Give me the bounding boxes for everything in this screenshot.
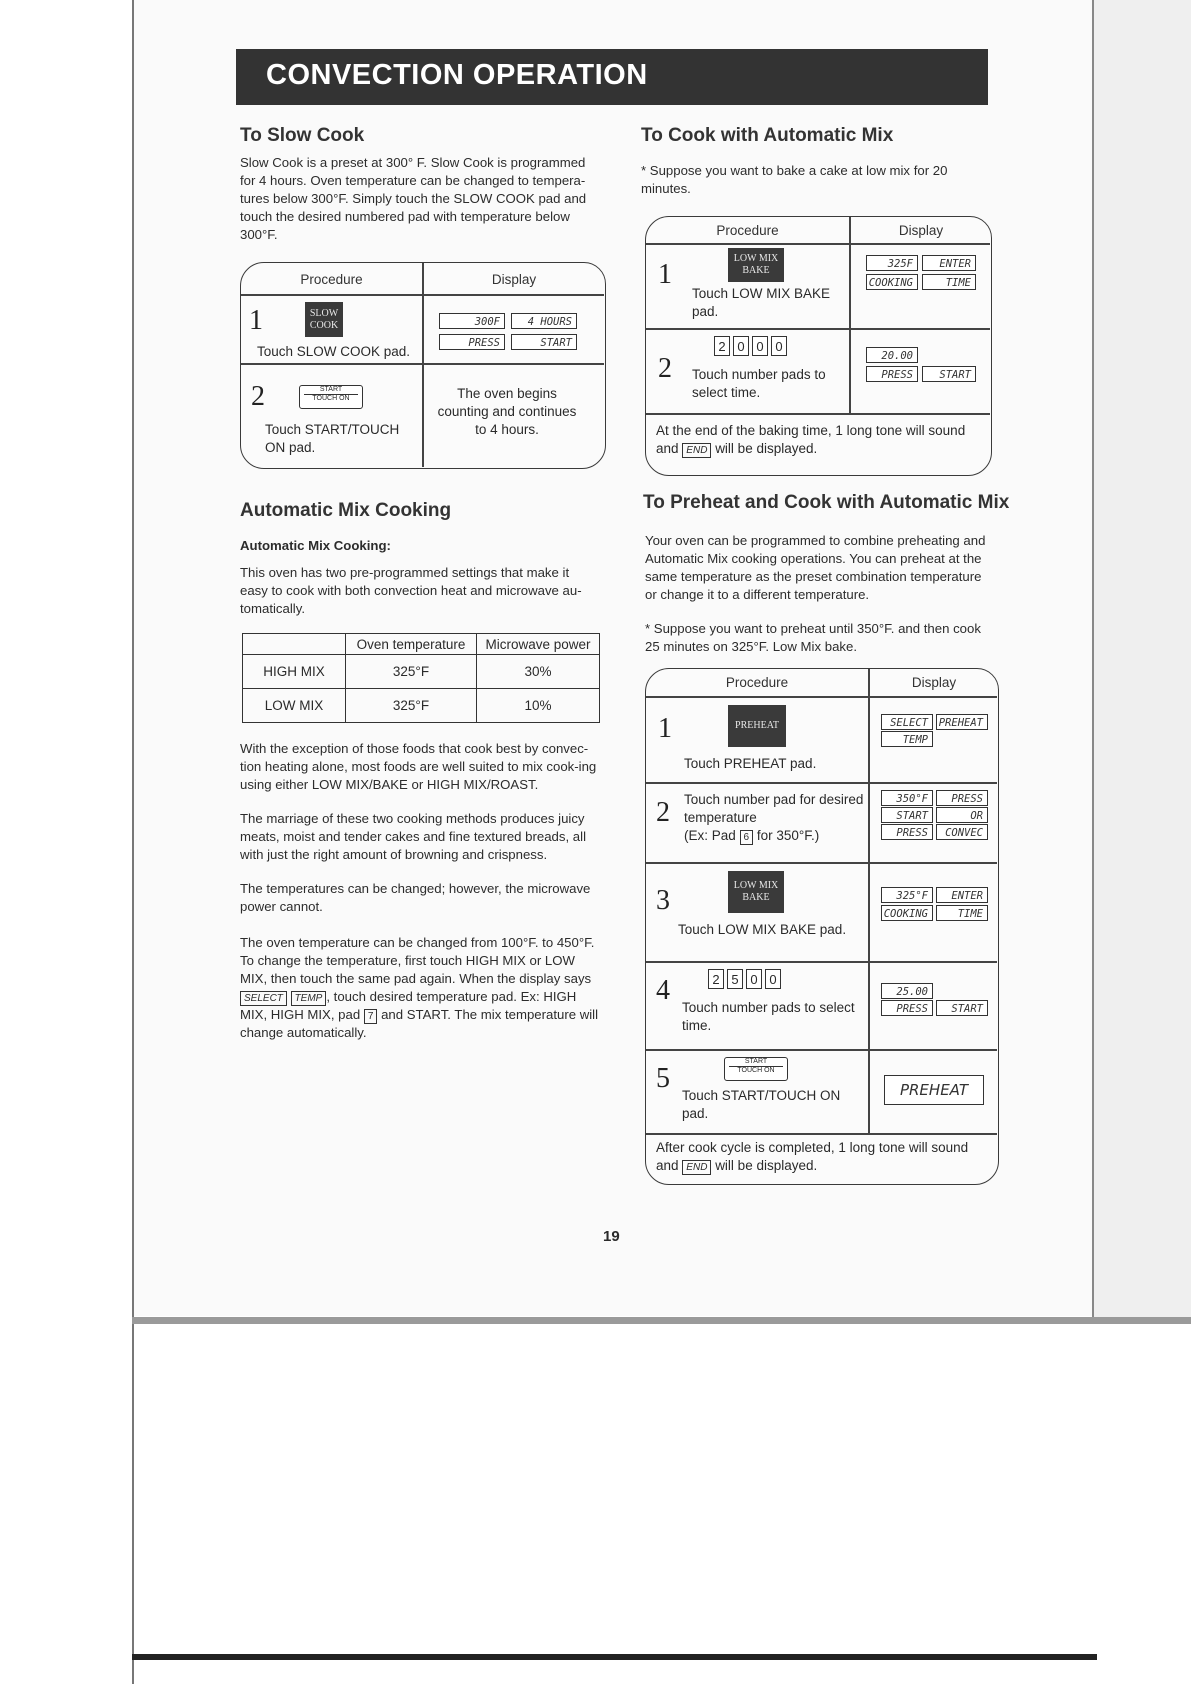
number-pad-icon: 2 (714, 336, 730, 356)
display-readout: PREHEAT (884, 1075, 984, 1105)
auto-mix-heading: Automatic Mix Cooking (240, 500, 452, 521)
display-readout: CONVEC (936, 824, 988, 840)
display-inline: TEMP (291, 991, 327, 1006)
number-pad-icon: 0 (733, 336, 749, 356)
slow-cook-text: Slow Cook is a preset at 300° F. Slow Cook is programmed for 4 hours. Oven temperature can be changed to tempera-tures below 300°F. Simply touch the SLOW COOK pad and touch the desired numbered pad with temperature below 300°F. (240, 155, 587, 242)
display-readout: PRESS (881, 1000, 933, 1016)
display-readout: 4 HOURS (511, 313, 577, 329)
number-pad-icon: 0 (752, 336, 768, 356)
preheat-pad-icon: PREHEAT (728, 705, 786, 747)
display-readout: 25.00 (881, 983, 933, 999)
cook-auto-mix-heading: To Cook with Automatic Mix (641, 125, 894, 146)
scan-left-margin (0, 0, 134, 1684)
display-readout: SELECT (881, 714, 933, 730)
table-header-cell: Microwave power (477, 634, 600, 655)
scan-right-margin (1092, 0, 1191, 1320)
display-readout: TIME (922, 274, 976, 290)
table-cell: 325°F (346, 655, 477, 689)
pad-inline: 6 (740, 830, 754, 845)
display-readout: COOKING (881, 905, 933, 921)
row-divider (646, 1133, 997, 1135)
low-mix-bake-pad-icon: LOW MIX BAKE (728, 871, 784, 913)
display-note: The oven begins counting and continues to 4 hours. (437, 386, 577, 437)
preheat-example: * Suppose you want to preheat until 350°F. and then cook 25 minutes on 325°F. Low Mix bake. (645, 621, 981, 654)
banner-title: CONVECTION OPERATION (266, 59, 648, 91)
row-divider (241, 363, 604, 365)
step-text: Touch LOW MIX BAKE pad. (678, 922, 847, 937)
display-readout: TIME (936, 905, 988, 921)
display-readout: PREHEAT (936, 714, 988, 730)
display-readout: 20.00 (866, 347, 918, 363)
step-number: 2 (658, 353, 672, 384)
cook-auto-mix-text: * Suppose you want to bake a cake at low mix for 20 minutes. (641, 163, 948, 196)
display-readout: START (936, 1000, 988, 1016)
auto-mix-subheading: Automatic Mix Cooking: (240, 538, 391, 553)
table-cell: 30% (477, 655, 600, 689)
auto-mix-para3: The temperatures can be changed; however, the microwave power cannot. (240, 881, 591, 914)
step-number: 4 (656, 975, 670, 1006)
page-number: 19 (603, 1228, 620, 1245)
display-readout: PRESS (881, 824, 933, 840)
step-text: Touch LOW MIX BAKE pad. (692, 286, 831, 319)
number-pad-icon: 0 (746, 969, 762, 989)
display-readout: 325F (866, 255, 918, 271)
step-text: Touch number pads to select time. (692, 367, 826, 400)
display-inline: END (682, 1160, 711, 1175)
scan-bottom-edge-dark (132, 1654, 1097, 1660)
number-pad-icon: 2 (708, 969, 724, 989)
row-divider (646, 862, 997, 864)
row-divider (646, 328, 990, 330)
table-cell: 325°F (346, 689, 477, 723)
slow-cook-procedure-table (240, 262, 606, 469)
auto-mix-para1: With the exception of those foods that cook best by convec-tion heating alone, most foods are well suited to mix cook-ing using either LOW MIX/BAKE or HIGH MIX/ROAST. (240, 741, 597, 792)
display-header: Display (898, 223, 944, 238)
header-divider (241, 294, 604, 296)
table-cell: 10% (477, 689, 600, 723)
procedure-header: Procedure (716, 223, 779, 238)
display-readout: OR (936, 807, 988, 823)
display-readout: 300F (439, 313, 505, 329)
display-header: Display (911, 675, 957, 690)
step-number: 1 (658, 713, 672, 744)
display-inline: END (682, 443, 711, 458)
slow-cook-pad-icon: SLOW COOK (305, 302, 343, 337)
display-readout: PRESS (439, 334, 505, 350)
step-text: Touch number pads to select time. (682, 1000, 855, 1033)
row-divider (646, 782, 997, 784)
row-divider (646, 961, 997, 963)
auto-mix-para2: The marriage of these two cooking methods produces juicy meats, moist and tender cakes and fine textured breads, all with just the right amount of browning and crispness. (240, 811, 586, 862)
mix-settings-table (242, 633, 600, 723)
step-number: 3 (656, 885, 670, 916)
procedure-header: Procedure (300, 272, 363, 287)
display-readout: PRESS (866, 366, 918, 382)
display-readout: ENTER (922, 255, 976, 271)
step-number: 2 (251, 381, 265, 412)
display-readout: START (511, 334, 577, 350)
number-pad-icon: 5 (727, 969, 743, 989)
display-readout: PRESS (936, 790, 988, 806)
table-header-cell (243, 634, 346, 655)
display-readout: TEMP (881, 731, 933, 747)
display-readout: ENTER (936, 887, 988, 903)
column-divider (849, 217, 851, 413)
display-readout: START (922, 366, 976, 382)
step-text: Touch PREHEAT pad. (684, 756, 817, 771)
step-text: Touch number pad for desired temperature (Ex: Pad 6 for 350°F.) (684, 792, 864, 843)
table-header-cell: Oven temperature (346, 634, 477, 655)
step-text: Touch SLOW COOK pad. (257, 344, 411, 359)
start-touch-on-pad-icon: START TOUCH ON (299, 385, 363, 409)
slow-cook-heading: To Slow Cook (240, 125, 365, 146)
table-cell: LOW MIX (243, 689, 346, 723)
scan-bottom-edge (132, 1317, 1191, 1324)
pad-inline: 7 (364, 1009, 378, 1024)
number-pad-icon: 0 (765, 969, 781, 989)
step-number: 2 (656, 797, 670, 828)
display-readout: COOKING (866, 274, 918, 290)
table-cell: HIGH MIX (243, 655, 346, 689)
row-divider (646, 1049, 997, 1051)
cook-auto-mix-procedure-table (645, 216, 992, 476)
step-number: 1 (658, 259, 672, 290)
procedure-header: Procedure (725, 675, 789, 690)
display-header: Display (491, 272, 537, 287)
display-readout: 325°F (881, 887, 933, 903)
number-pad-icon: 0 (771, 336, 787, 356)
start-touch-on-pad-icon: START TOUCH ON (724, 1057, 788, 1081)
table-footer-note: After cook cycle is completed, 1 long tone will sound and END will be displayed. (656, 1140, 969, 1173)
table-row (243, 655, 600, 689)
low-mix-bake-pad-icon: LOW MIX BAKE (728, 248, 784, 282)
preheat-procedure-table (645, 668, 999, 1185)
step-number: 5 (656, 1063, 670, 1094)
display-inline: SELECT (240, 991, 287, 1006)
preheat-text: Your oven can be programmed to combine preheating and Automatic Mix cooking operations. You can preheat at the same temperature as the preset combination temperature or change it to a different temperature. (645, 533, 986, 602)
preheat-heading: To Preheat and Cook with Automatic Mix (643, 492, 1010, 513)
column-divider (868, 669, 870, 1133)
table-footer-note: At the end of the baking time, 1 long tone will sound and END will be displayed. (656, 423, 966, 456)
step-number: 1 (249, 305, 263, 336)
auto-mix-intro: This oven has two pre-programmed settings that make it easy to cook with both convection heat and microwave au-tomatically. (240, 565, 582, 616)
row-divider (646, 413, 990, 415)
auto-mix-para4: The oven temperature can be changed from 100°F. to 450°F. To change the temperature, first touch HIGH MIX or LOW MIX, then touch the same pad again. When the display says SELECT TEMP , touch desired temperature pad. Ex: HIGH MIX, HIGH MIX, pad 7 and START. The mix temperature will change automatically. (240, 935, 599, 1040)
step-text: Touch START/TOUCH ON pad. (682, 1088, 841, 1121)
table-row (243, 689, 600, 723)
display-readout: START (881, 807, 933, 823)
section-banner (236, 49, 988, 105)
header-divider (646, 243, 990, 245)
display-readout: 350°F (881, 790, 933, 806)
header-divider (646, 696, 997, 698)
step-text: Touch START/TOUCH ON pad. (265, 422, 400, 455)
